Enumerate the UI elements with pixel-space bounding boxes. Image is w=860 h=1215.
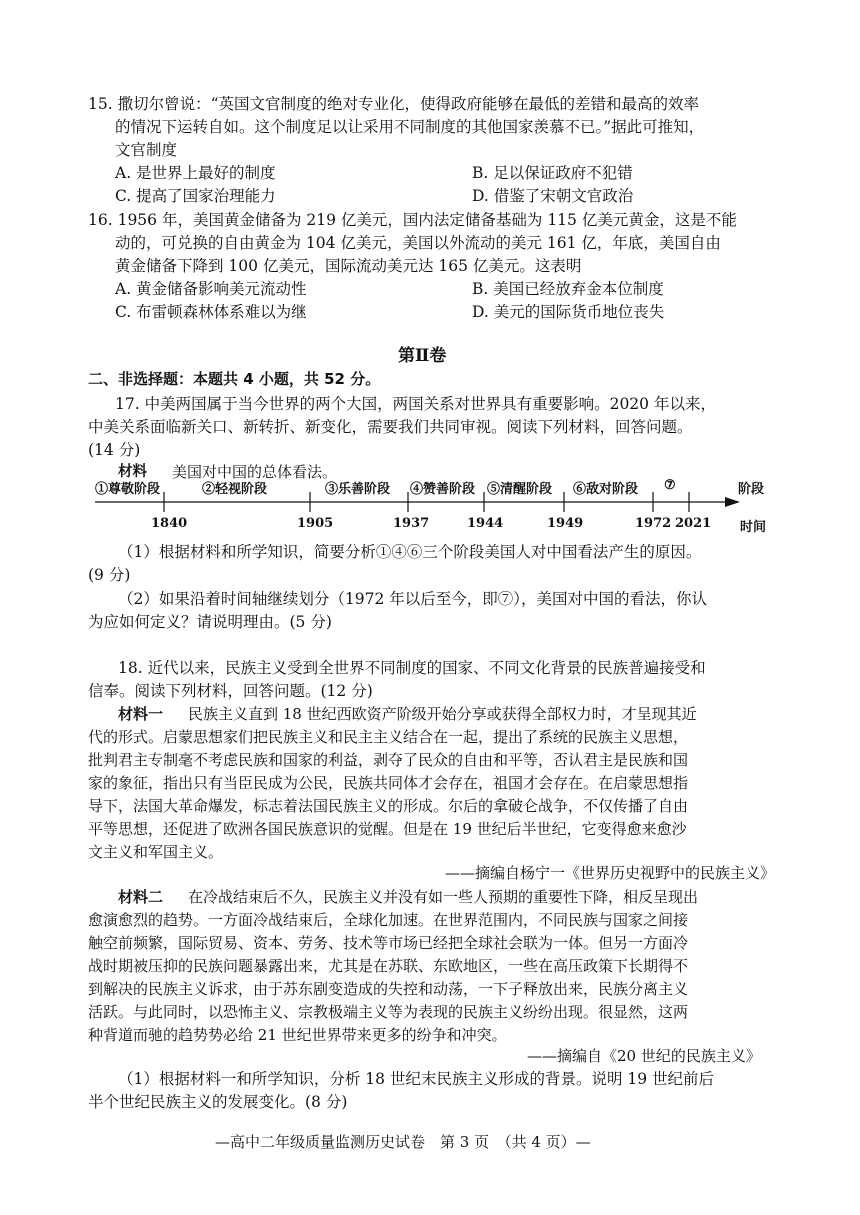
q15-line-1: 15. 撒切尔曾说：“英国文官制度的绝对专业化，使得政府能够在最低的差错和最高的效率 (88, 95, 700, 113)
q16-option-c: C. 布雷顿森林体系难以为继 (115, 303, 307, 321)
q18-material-1-line: 民族主义直到 18 世纪西欧资产阶级开始分享或获得全部权力时，才呈现其近 (188, 705, 697, 723)
q17-material-label: 材料 (118, 464, 147, 480)
q18-material-1-line: 文主义和军国主义。 (88, 843, 224, 861)
part2-section-heading: 二、非选择题：本题共 4 小题，共 52 分。 (88, 370, 381, 388)
q15-option-d: D. 借鉴了宋朝文官政治 (472, 187, 634, 205)
q17-line-2: 中美关系面临新关口、新转折、新变化，需要我们共同审视。阅读下列材料，回答问题。 (88, 418, 693, 436)
q15-option-c: C. 提高了国家治理能力 (115, 187, 276, 205)
q16-line-1: 16. 1956 年，美国黄金储备为 219 亿美元，国内法定储备基础为 115 亿美元黄金，这是不能 (88, 211, 737, 229)
timeline-year: 2021 (675, 516, 712, 531)
timeline-year: 1949 (547, 516, 584, 531)
q16-option-d: D. 美元的国际货币地位丧失 (472, 303, 665, 321)
page-footer: —高中二年级质量监测历史试卷 第 3 页 （共 4 页）— (215, 1133, 591, 1151)
q18-material-1-line: 家的象征，指出只有当臣民成为公民，民族共同体才会存在，祖国才会存在。在启蒙思想指 (88, 774, 689, 792)
q15-option-b: B. 足以保证政府不犯错 (472, 164, 633, 182)
q17-material-text: 美国对中国的总体看法。 (172, 463, 338, 481)
q17-sub2-line-2: 为应如何定义？请说明理由。(5 分) (88, 613, 332, 631)
timeline-year: 1944 (467, 516, 504, 531)
q15-line-3: 文官制度 (115, 141, 178, 159)
timeline-axis-label: 阶段 (738, 482, 765, 497)
timeline-stage-6: ⑥敌对阶段 (573, 482, 639, 497)
q18-sub1-line-1: （1）根据材料一和所学知识，分析 18 世纪末民族主义形成的背景。说明 19 世纪前后 (118, 1070, 715, 1088)
q18-material-2-line: 愈演愈烈的趋势。一方面冷战结束后，全球化加速。在世界范围内，不同民族与国家之间接 (88, 911, 689, 929)
timeline-stage-7: ⑦ (664, 478, 676, 493)
timeline-year: 1905 (297, 516, 334, 531)
q18-material-1-source: ——摘编自杨宁一《世界历史视野中的民族主义》 (445, 864, 776, 882)
q18-line-1: 18. 近代以来，民族主义受到全世界不同制度的国家、不同文化背景的民族普遍接受和 (118, 659, 706, 677)
q17-sub1-line-1: （1）根据材料和所学知识，简要分析①④⑥三个阶段美国人对中国看法产生的原因。 (118, 543, 702, 561)
q18-material-2-line: 种背道而驰的趋势势必给 21 世纪世界带来更多的纷争和冲突。 (88, 1026, 507, 1044)
q18-material-1-line: 平等思想，还促进了欧洲各国民族意识的觉醒。但是在 19 世纪后半世纪，它变得愈来愈沙 (88, 820, 687, 838)
timeline-stage-3: ③乐善阶段 (325, 482, 391, 497)
q17-sub1-line-2: (9 分) (88, 566, 131, 584)
q18-material-2-label: 材料二 (118, 888, 164, 906)
timeline-stage-5: ⑤清醒阶段 (487, 482, 553, 497)
q17-line-3: (14 分) (88, 441, 141, 459)
q18-material-1-line: 导下，法国大革命爆发，标志着法国民族主义的形成。尔后的拿破仑战争，不仅传播了自由 (88, 797, 689, 815)
q18-material-2-line: 战时期被压抑的民族问题暴露出来，尤其是在苏联、东欧地区，一些在高压政策下长期得不 (88, 957, 689, 975)
timeline-year: 1972 (635, 516, 672, 531)
q18-material-2-line: 触空前频繁，国际贸易、资本、劳务、技术等市场已经把全球社会联为一体。但另一方面冷 (88, 934, 689, 952)
timeline (95, 478, 790, 533)
q15-option-a: A. 是世界上最好的制度 (115, 164, 276, 182)
q18-material-2-source: ——摘编自《20 世纪的民族主义》 (527, 1047, 761, 1065)
q16-line-3: 黄金储备下降到 100 亿美元，国际流动美元达 165 亿美元。这表明 (115, 257, 582, 275)
q18-material-2-line: 到解决的民族主义诉求，由于苏东剧变造成的失控和动荡，一下子释放出来，民族分离主义 (88, 980, 689, 998)
timeline-year: 1840 (151, 516, 188, 531)
q18-material-1-label: 材料一 (118, 705, 164, 723)
q18-material-1-line: 代的形式。启蒙思想家们把民族主义和民主主义结合在一起，提出了系统的民族主义思想， (88, 728, 689, 746)
q18-line-2: 信奉。阅读下列材料，回答问题。(12 分) (88, 682, 373, 700)
q17-sub2-line-1: （2）如果沿着时间轴继续划分（1972 年以后至今，即⑦），美国对中国的看法，你认 (118, 590, 707, 608)
q16-option-a: A. 黄金储备影响美元流动性 (115, 280, 307, 298)
timeline-year: 1937 (393, 516, 430, 531)
q18-material-2-line: 活跃。与此同时，以恐怖主义、宗教极端主义等为表现的民族主义纷纷出现。很显然，这两 (88, 1003, 689, 1021)
timeline-stage-2: ②轻视阶段 (202, 482, 268, 497)
q16-line-2: 动的，可兑换的自由黄金为 104 亿美元，美国以外流动的美元 161 亿，年底，美国自由 (115, 234, 721, 252)
part2-title: 第Ⅱ卷 (398, 346, 447, 366)
q15-line-2: 的情况下运转自如。这个制度足以让采用不同制度的其他国家羡慕不已。”据此可推知， (115, 118, 705, 136)
q18-sub1-line-2: 半个世纪民族主义的发展变化。(8 分) (88, 1093, 348, 1111)
timeline-time-label: 时间 (740, 520, 767, 535)
q18-material-1-line: 批判君主专制毫不考虑民族和国家的利益，剥夺了民众的自由和平等，否认君主是民族和国 (88, 751, 689, 769)
q16-option-b: B. 美国已经放弃金本位制度 (472, 280, 664, 298)
timeline-stage-4: ④赞善阶段 (410, 482, 476, 497)
q17-line-1: 17. 中美两国属于当今世界的两个大国，两国关系对世界具有重要影响。2020 年以来， (115, 395, 716, 413)
timeline-stage-1: ①尊敬阶段 (95, 482, 161, 497)
q18-material-2-line: 在冷战结束后不久，民族主义并没有如一些人预期的重要性下降，相反呈现出 (188, 888, 699, 906)
